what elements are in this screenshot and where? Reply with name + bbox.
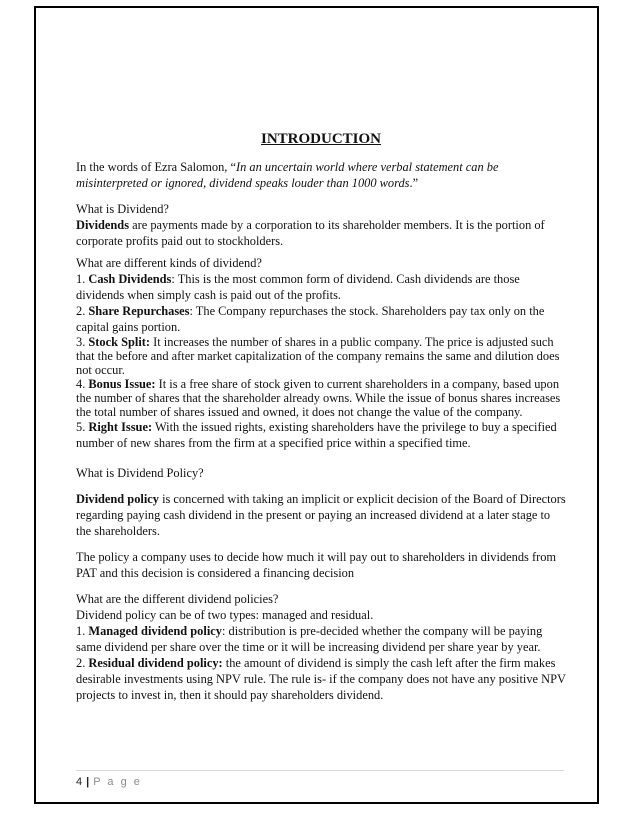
document-body [76,130,566,703]
kind-text: It is a free share of stock given to current shareholders in a company, based upon the number of shares that the shareholder already owns. While the issue of bonus shares increases the total number of shares issued and owned, it does not change the value of the company. [76,377,561,419]
policy-number: 1. [76,624,89,638]
page-title: INTRODUCTION [260,131,381,147]
kind-text: : This is the most common form of dividend. Cash dividends are those dividends when simply cash is paid out of the profits. [76,272,520,302]
kind-term: Share Repurchases [88,304,190,318]
policy-item-term: Residual dividend policy: [88,656,223,670]
policy-number: 2. [76,656,89,670]
quote-lead: In the words of Ezra Salomon, “ [76,160,237,174]
kind-number: 1. [76,272,89,286]
policy-item-text: the amount of dividend is simply the cash left after the firm makes desirable investments using NPV rule. The rule is- if the company does not have any positive NPV projects to invest in, then it should pay shareholders dividend. [76,656,566,702]
page-footer [76,776,142,788]
dividend-definition-text: are payments made by a corporation to its shareholder members. It is the portion of corporate profits paid out to stockholders. [76,218,545,248]
dividend-term: Dividends [76,218,130,232]
kind-term: Stock Split: [88,335,151,349]
quote-tail: .” [409,176,419,190]
question-different-policies: What are the different dividend policies? [76,592,279,606]
footer-divider [76,770,564,771]
question-dividend-policy: What is Dividend Policy? [76,466,204,480]
policy-item-text: : distribution is pre-decided whether the company will be paying same dividend per share over the time or it will be increasing dividend per share year by year. [76,624,543,654]
policy-item [76,623,566,655]
question-what-is-dividend: What is Dividend? [76,202,169,216]
kind-term: Cash Dividends [88,272,172,286]
policy-paragraph: The policy a company uses to decide how much it will pay out to shareholders in dividends from PAT and this decision is considered a financing decision [76,550,557,580]
page-number: 4 [76,776,83,788]
policy-item [76,655,566,703]
kind-term: Right Issue: [88,420,153,434]
kind-term: Bonus Issue: [88,377,156,391]
footer-separator: | [86,776,90,788]
quote-text: In an uncertain world where verbal statement can be misinterpreted or ignored, dividend speaks louder than 1000 words [76,160,499,190]
kind-item [76,303,566,335]
kind-text: With the issued rights, existing shareholders have the privilege to buy a specified number of new shares from the firm at a specified price within a specified time. [76,420,557,450]
quote-paragraph [76,159,566,191]
kind-number: 3. [76,335,89,349]
page-label: P a g e [93,776,142,788]
question-kinds: What are different kinds of dividend? [76,256,262,270]
dividend-definition [76,217,566,249]
kind-text: It increases the number of shares in a public company. The price is adjusted such that the before and after market capitalization of the company remains the same and dilution does not occur. [76,335,560,377]
policy-definition-text: is concerned with taking an implicit or explicit decision of the Board of Directors regarding paying cash dividend in the present or paying an increased dividend at a later stage to the shareholders. [76,492,566,538]
policies-intro: Dividend policy can be of two types: managed and residual. [76,608,374,622]
kind-item [76,271,566,303]
kind-text: : The Company repurchases the stock. Shareholders pay tax only on the capital gains portion. [76,304,545,334]
kind-item [76,335,566,377]
policy-term: Dividend policy [76,492,159,506]
kind-number: 5. [76,420,89,434]
kind-item [76,419,566,451]
kind-item [76,377,566,419]
kind-number: 2. [76,304,89,318]
policy-item-term: Managed dividend policy [88,624,222,638]
kind-number: 4. [76,377,89,391]
policy-definition [76,491,566,539]
